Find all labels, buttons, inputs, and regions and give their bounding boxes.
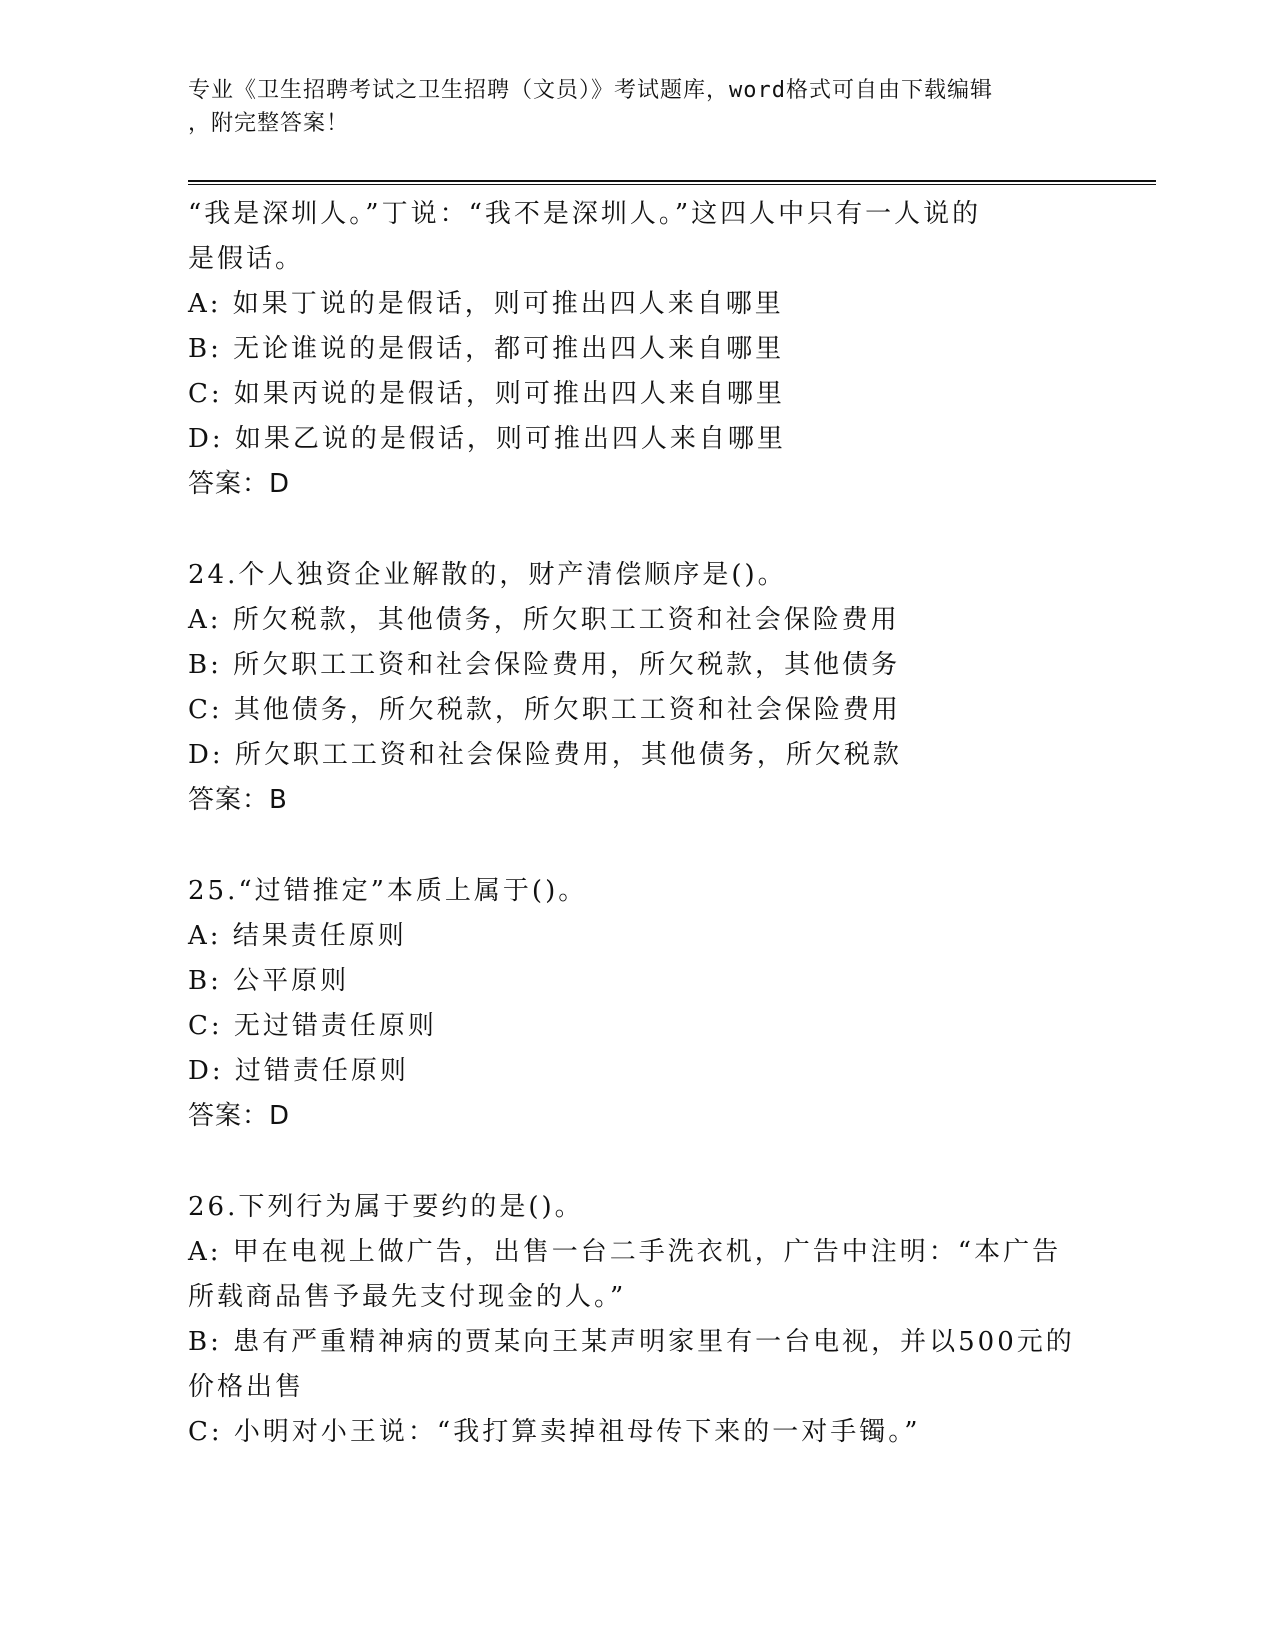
option-c: C: 小明对小王说：“我打算卖掉祖母传下来的一对手镯。”: [188, 1417, 921, 1447]
option-c: C: 无过错责任原则: [188, 1011, 437, 1041]
question-stem: 25.“过错推定”本质上属于()。: [188, 876, 588, 906]
option-a: A: 结果责任原则: [188, 921, 407, 951]
question-stem: 是假话。: [188, 244, 305, 274]
question-24: [188, 553, 1088, 823]
option-a: A: 甲在电视上做广告，出售一台二手洗衣机，广告中注明：“本广告: [188, 1237, 1062, 1267]
header-line-1: 专业《卫生招聘考试之卫生招聘（文员）》考试题库，word格式可自由下载编辑: [188, 78, 993, 103]
option-d: D: 如果乙说的是假话，则可推出四人来自哪里: [188, 424, 786, 454]
option-d: D: 过错责任原则: [188, 1056, 409, 1086]
option-b: 价格出售: [188, 1372, 305, 1402]
option-a: A: 如果丁说的是假话，则可推出四人来自哪里: [188, 289, 784, 319]
option-b: B: 患有严重精神病的贾某向王某声明家里有一台电视，并以500元的: [188, 1327, 1075, 1357]
document-header: [188, 74, 1068, 140]
option-b: B: 无论谁说的是假话，都可推出四人来自哪里: [188, 334, 785, 364]
question-list: [188, 192, 1088, 1455]
question-26: [188, 1185, 1088, 1455]
question-stem: “我是深圳人。”丁说：“我不是深圳人。”这四人中只有一人说的: [188, 199, 982, 229]
answer: 答案：B: [188, 785, 288, 815]
header-rule-thin: [188, 184, 1156, 185]
question-stem: 24.个人独资企业解散的，财产清偿顺序是()。: [188, 560, 787, 590]
option-a: A: 所欠税款，其他债务，所欠职工工资和社会保险费用: [188, 605, 900, 635]
question-stem: 26.下列行为属于要约的是()。: [188, 1192, 584, 1222]
option-d: D: 所欠职工工资和社会保险费用，其他债务，所欠税款: [188, 740, 902, 770]
option-a: 所载商品售予最先支付现金的人。”: [188, 1282, 627, 1312]
answer: 答案：D: [188, 1101, 291, 1131]
question-25: [188, 869, 1088, 1139]
option-b: B: 公平原则: [188, 966, 350, 996]
option-c: C: 如果丙说的是假话，则可推出四人来自哪里: [188, 379, 785, 409]
option-c: C: 其他债务，所欠税款，所欠职工工资和社会保险费用: [188, 695, 901, 725]
answer: 答案：D: [188, 469, 291, 499]
option-b: B: 所欠职工工资和社会保险费用，所欠税款，其他债务: [188, 650, 901, 680]
header-rule-thick: [188, 180, 1156, 182]
header-line-2: ，附完整答案！: [188, 111, 350, 136]
question-23: [188, 192, 1088, 507]
